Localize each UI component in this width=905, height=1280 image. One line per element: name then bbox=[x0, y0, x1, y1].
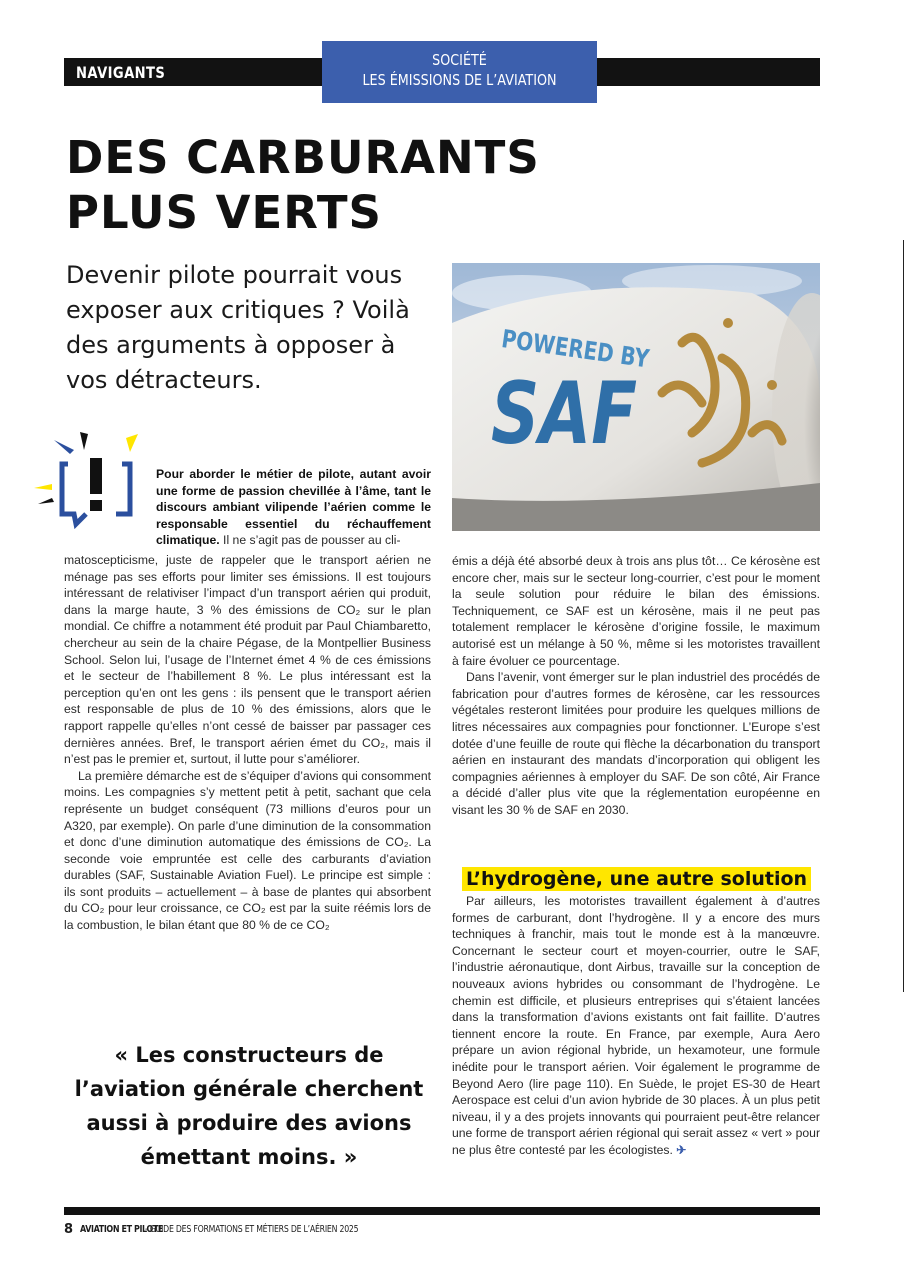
section-label: NAVIGANTS bbox=[76, 63, 166, 82]
right-column-continued bbox=[452, 893, 820, 1159]
title-line-1: DES CARBURANTS bbox=[66, 131, 540, 184]
footer-bar bbox=[64, 1207, 820, 1215]
body-paragraph-2: La première démarche est de s’équiper d’avions qui consomment moins. Les compagnies s’y mettent petit à petit, sachant que cela représente un budget conséquent (73 millions d’euros pour un A320, par exemple). On parle d’une diminution de la consommation et donc d’une diminution automatique des émissions de CO₂. La seconde voie empruntée est celle des carburants d’aviation durables (SAF, Sustainable Aviation Fuel). Le principe est simple : ils sont produits – actuellement – à base de plantes qui absorbent du CO₂ pour leur croissance, ce CO₂ est par la suite réémis lors de la combustion, le bilan étant que 80 % de ce CO₂ bbox=[64, 768, 431, 933]
article-title bbox=[66, 130, 540, 240]
page-number: 8 bbox=[64, 1222, 74, 1237]
standfirst: Devenir pilote pourrait vous exposer aux critiques ? Voilà des arguments à opposer à vos détracteurs. bbox=[66, 261, 410, 394]
lead-rest: Il ne s’agit pas de pousser au cli- bbox=[219, 533, 401, 548]
body-paragraph-4: Dans l’avenir, vont émerger sur le plan industriel des procédés de fabrication pour d’autres formes de kérosène, car les ressources végétales resteront limitées pour produire les quelques millions de litres nécessaires aux compagnies pour fonctionner. L’Europe s’est dotée d’une feuille de route qui flèche la décarbonation du transport aérien en instaurant des mandats d’incorporation qui obligent les compagnies aériennes à employer du SAF. De son côté, Air France a décidé d’aller plus vite que la réglementation européenne en visant les 30 % de SAF en 2030. bbox=[452, 670, 820, 817]
rubric-line-1: SOCIÉTÉ bbox=[432, 51, 487, 69]
subheading-hydrogen: L’hydrogène, une autre solution bbox=[462, 867, 811, 891]
body-paragraph-5: Par ailleurs, les motoristes travaillent également à d’autres formes de carburant, dont l’hydrogène. Il y a encore des murs techniques à franchir, mais tout le monde est à la manœuvre. Concernant le secteur court et moyen-courrier, outre le SAF, l’industrie aéronautique, dont Airbus, travaille sur la conception de nouveaux avions hybrides ou consommant de l’hydrogène. Le chemin est difficile, et plusieurs entreprises qui s’étaient lancées dans la transformation d’avions existants ont fait faillite. D’autres tiennent encore la route. En France, par exemple, Aura Aero prépare un avion régional hybride, un hexamoteur, une formule inédite pour le transport aérien. Voir également le programme de Beyond Aero (lire page 110). En Suède, le projet ES-30 de Heart Aerospace est celui d’un avion hybride de 30 places. À un plus petit niveau, il y a des projets innovants qui pourraient peut-être relancer une forme de transport aérien régional qui serait assez « vert » pour ne plus être contesté par les écologistes. bbox=[452, 894, 820, 1157]
footer-brand: AVIATION ET PILOTE bbox=[80, 1224, 163, 1235]
rubric-line-2: LES ÉMISSIONS DE L’AVIATION bbox=[362, 71, 557, 89]
rubric-box bbox=[322, 41, 597, 103]
left-column bbox=[64, 552, 431, 934]
footer-guide-title: - GUIDE DES FORMATIONS ET MÉTIERS DE L’AÉRIEN 2025 bbox=[145, 1224, 359, 1235]
edge-rule bbox=[903, 240, 904, 992]
title-line-2: PLUS VERTS bbox=[66, 186, 382, 239]
body-paragraph-3: émis a déjà été absorbé deux à trois ans plus tôt… Ce kérosène est encore cher, mais sur le secteur long-courrier, c’est pour le moment la seule solution pour réduire le bilan des émissions. Techniquement, ce SAF est un kérosène, mais il ne peut pas totalement remplacer le kérosène d’origine fossile, le maximum autorisé est un mélange à 50 %, même si les motoristes travaillent à faire évoluer ce pourcentage. bbox=[452, 554, 820, 668]
exclamation-icon bbox=[34, 430, 146, 542]
pull-quote: « Les constructeurs de l’aviation générale cherchent aussi à produire des avions émettant moins. » bbox=[74, 1043, 424, 1169]
lead-bold: Pour aborder le métier de pilote, autant avoir une forme de passion chevillée à l’âme, tant le discours ambiant vilipende l’aérien comme le responsable essentiel du réchauffement climatique. bbox=[156, 467, 431, 548]
lead-paragraph bbox=[156, 466, 431, 549]
photo-text-powered-by: POWERED BY bbox=[499, 324, 651, 375]
right-column bbox=[452, 553, 820, 819]
airplane-end-icon: ✈ bbox=[676, 1142, 687, 1157]
body-paragraph-1: matoscepticisme, juste de rappeler que le transport aérien ne ménage pas ses efforts pour limiter ses émissions. Il est toujours intéressant de relativiser l’impact d’un transport aérien qui produit, dans la marge haute, 3 % des émissions de CO₂ sur le plan mondial. Ce chiffre a notamment été produit par Paul Chiambaretto, chercheur au sein de la chaire Pégase, de la Montpellier Business School. Selon lui, l’usage de l’Internet émet 4 % de ces émissions et le secteur de l’habillement 8 %. Le plus intéressant est la perception qu’en ont les gens : ils pensent que le transport aérien est responsable de plus de 10 % des émissions, alors que le rapport rappelle qu’elles n’ont cessé de baisser par passager ces dernières années. Bref, le transport aérien émet du CO₂, mais il n’est pas le premier et, surtout, il lutte pour s’améliorer. bbox=[64, 553, 431, 767]
engine-photo bbox=[452, 263, 820, 531]
photo-text-saf: SAF bbox=[491, 363, 638, 465]
